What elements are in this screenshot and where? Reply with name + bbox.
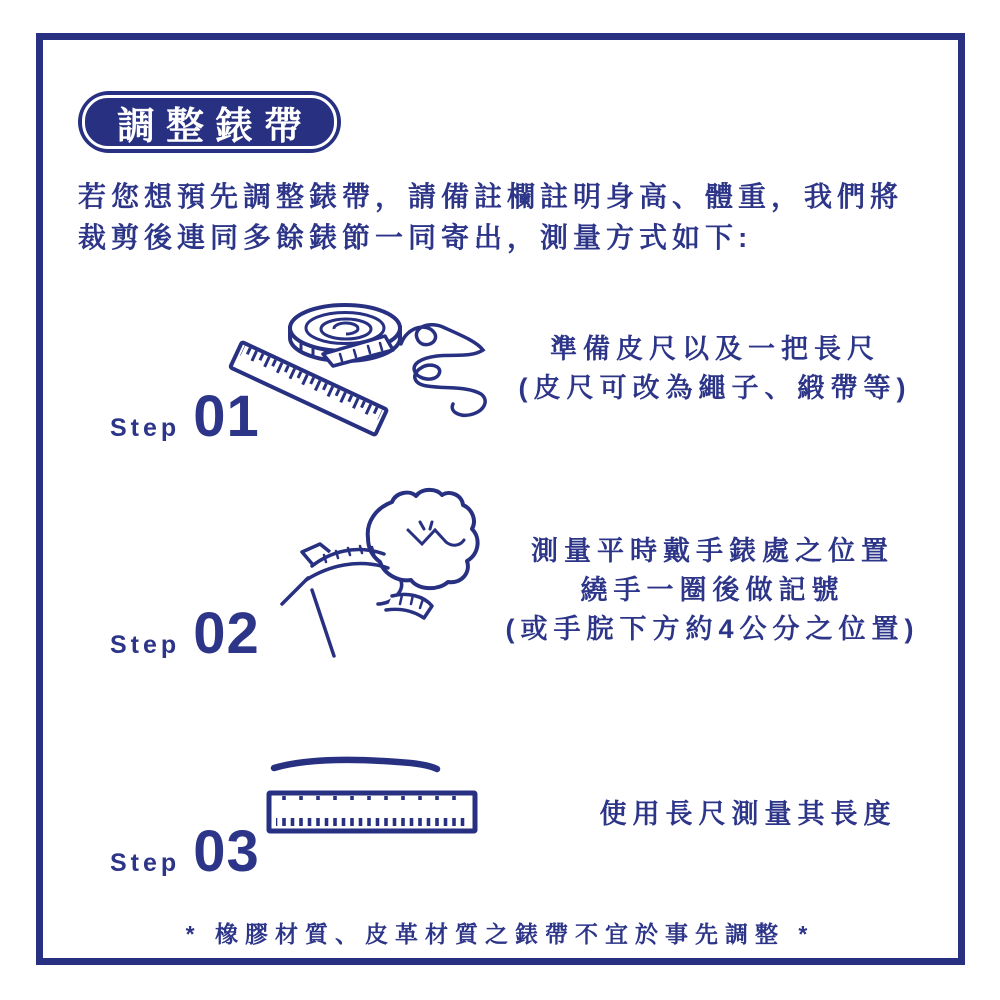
step-2-number: 02 [193, 601, 260, 666]
step-word: Step [110, 414, 181, 442]
step-1-line-1: 準備皮尺以及一把長尺 [550, 334, 880, 364]
step-2-description [490, 532, 935, 649]
fist-with-tape-around-wrist-icon [272, 482, 512, 660]
step-1-number: 01 [193, 384, 260, 449]
step-2-line-3: (或手脘下方約4公分之位置) [505, 614, 920, 644]
step-1-description [500, 330, 930, 408]
step-3-line-1: 使用長尺測量其長度 [599, 799, 897, 829]
straightened-tape-and-long-ruler-icon [263, 750, 481, 842]
step-word: Step [110, 631, 181, 659]
step-2-line-1: 測量平時戴手錶處之位置 [531, 536, 894, 566]
intro-text [78, 176, 958, 258]
footer-note: * 橡膠材質、皮革材質之錶帶不宜於事先調整 * [185, 921, 815, 947]
intro-line-1: 若您想預先調整錶帶，請備註欄註明身高、體重，我們將 [78, 181, 904, 212]
step-3-label [110, 818, 260, 885]
step-1-label [110, 383, 260, 450]
step-3-number: 03 [193, 819, 260, 884]
page-title: 調整錶帶 [116, 105, 313, 148]
step-word: Step [110, 849, 181, 877]
step-2-label [110, 600, 260, 667]
step-3-description [532, 795, 964, 834]
title-badge [78, 91, 341, 153]
step-2-line-2: 繞手一圈後做記號 [580, 575, 845, 605]
step-1-line-2: (皮尺可改為繩子、緞帶等) [518, 373, 912, 403]
intro-line-2: 裁剪後連同多餘錶節一同寄出，測量方式如下: [78, 222, 753, 253]
